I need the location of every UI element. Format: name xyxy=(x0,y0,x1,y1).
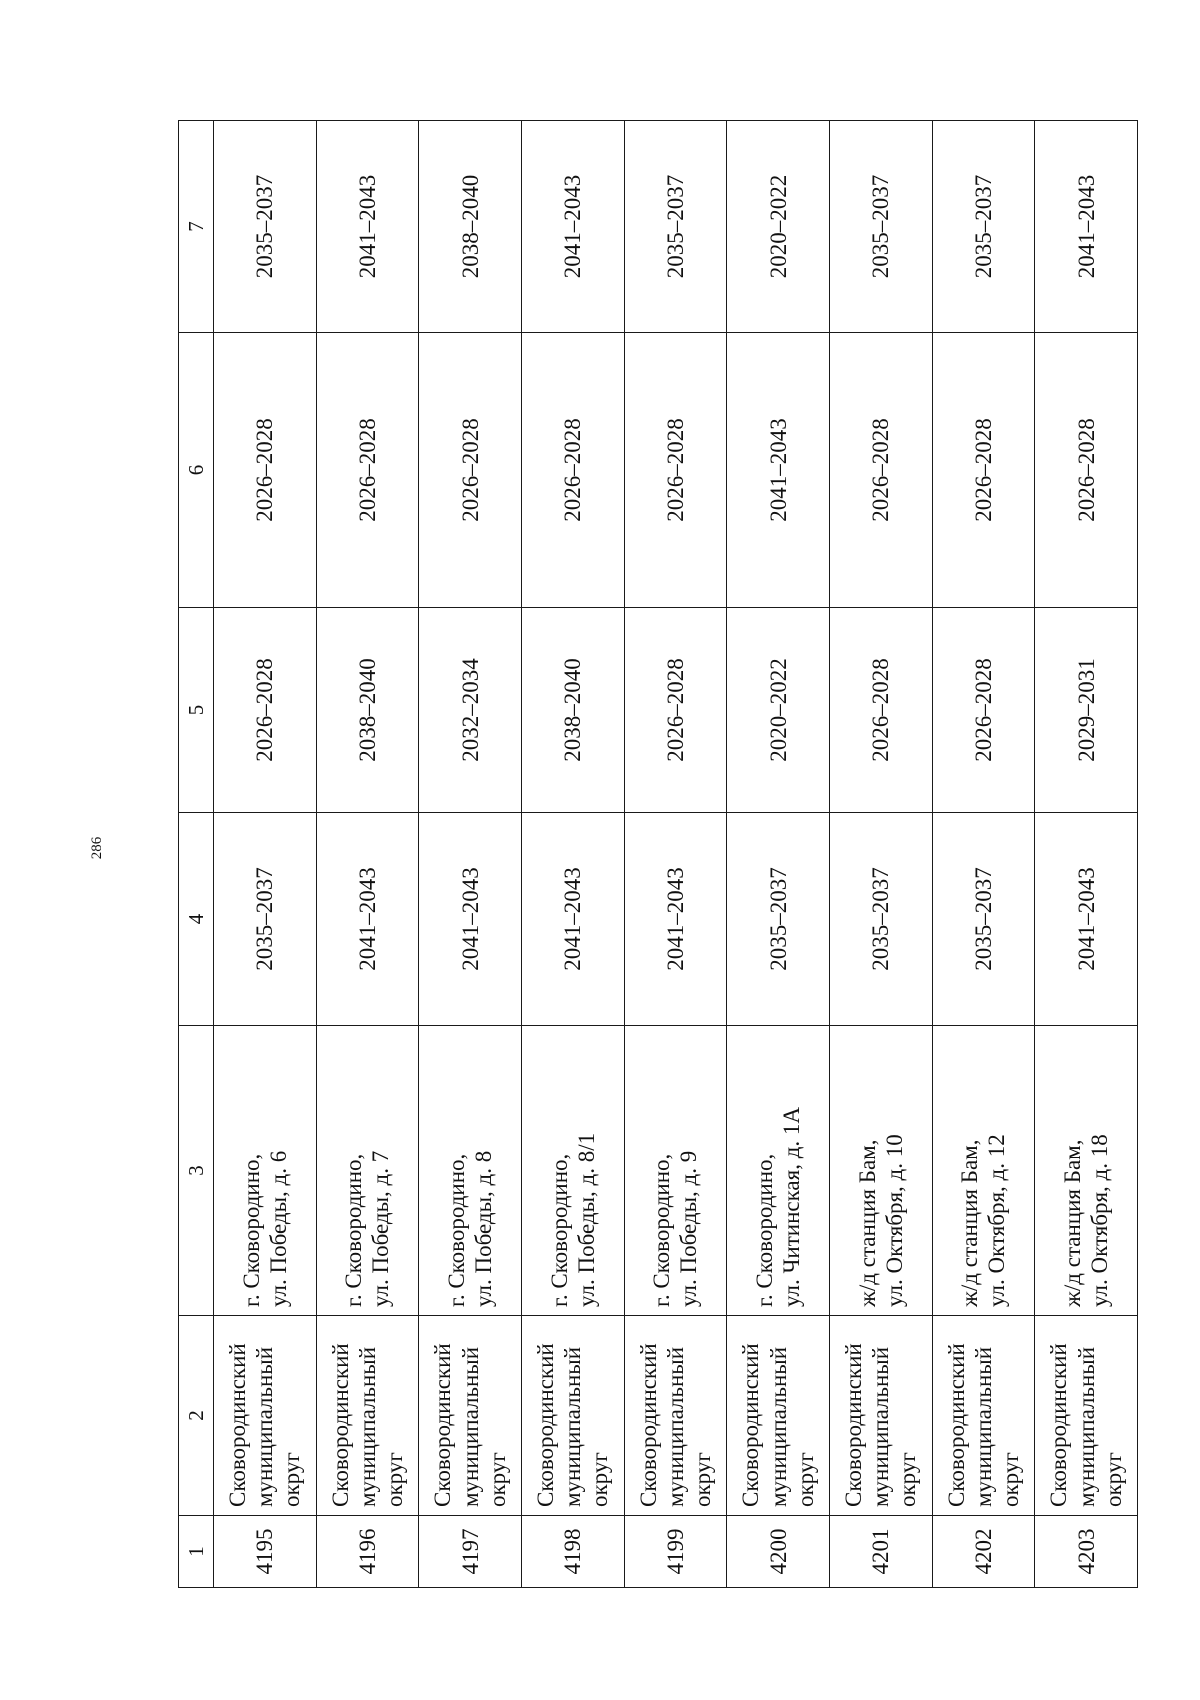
table-row xyxy=(932,121,1035,1588)
period-cell-c5: 2029–2031 xyxy=(1035,608,1138,813)
row-number-cell: 4198 xyxy=(521,1516,624,1588)
district-cell xyxy=(214,1316,317,1516)
period-cell-c6: 2026–2028 xyxy=(214,333,317,608)
data-table xyxy=(178,120,1138,1588)
period-cell-c6: 2041–2043 xyxy=(727,333,830,608)
period-cell-c4: 2035–2037 xyxy=(214,813,317,1026)
period-cell-c6: 2026–2028 xyxy=(521,333,624,608)
district-line: муниципальный xyxy=(560,1346,586,1507)
district-line: Сковородинский xyxy=(430,1343,456,1507)
address-line: г. Сковородино, xyxy=(238,1153,264,1307)
district-line: муниципальный xyxy=(354,1346,380,1507)
period-cell-c6: 2026–2028 xyxy=(624,333,727,608)
district-cell xyxy=(316,1316,419,1516)
district-cell xyxy=(624,1316,727,1516)
address-line: г. Сковородино, xyxy=(546,1153,572,1307)
table-row xyxy=(419,121,522,1588)
period-cell-c7: 2020–2022 xyxy=(727,121,830,333)
period-cell-c5: 2026–2028 xyxy=(829,608,932,813)
district-line: округ xyxy=(1100,1452,1126,1507)
address-cell xyxy=(624,1026,727,1316)
period-cell-c7: 2035–2037 xyxy=(214,121,317,333)
district-cell xyxy=(521,1316,624,1516)
period-cell-c5: 2026–2028 xyxy=(624,608,727,813)
table-row xyxy=(829,121,932,1588)
district-line: Сковородинский xyxy=(327,1343,353,1507)
district-line: округ xyxy=(792,1452,818,1507)
address-line: ул. Октября, д. 10 xyxy=(881,1134,907,1307)
district-line: Сковородинский xyxy=(738,1343,764,1507)
row-number-cell: 4195 xyxy=(214,1516,317,1588)
table-container xyxy=(178,121,1138,1588)
address-line: ул. Победы, д. 9 xyxy=(676,1150,702,1307)
address-line: ж/д станция Бам, xyxy=(854,1139,880,1307)
period-cell-c6: 2026–2028 xyxy=(829,333,932,608)
district-line: муниципальный xyxy=(765,1346,791,1507)
period-cell-c4: 2041–2043 xyxy=(521,813,624,1026)
district-line: Сковородинский xyxy=(841,1343,867,1507)
district-line: округ xyxy=(382,1452,408,1507)
period-cell-c4: 2035–2037 xyxy=(727,813,830,1026)
period-cell-c6: 2026–2028 xyxy=(419,333,522,608)
table-row xyxy=(316,121,419,1588)
district-line: муниципальный xyxy=(252,1346,278,1507)
district-line: округ xyxy=(484,1452,510,1507)
column-header: 6 xyxy=(179,333,214,608)
period-cell-c7: 2035–2037 xyxy=(624,121,727,333)
address-line: г. Сковородино, xyxy=(649,1153,675,1307)
column-header: 5 xyxy=(179,608,214,813)
district-cell xyxy=(932,1316,1035,1516)
period-cell-c5: 2026–2028 xyxy=(932,608,1035,813)
table-body xyxy=(179,121,1138,1588)
address-line: г. Сковородино, xyxy=(444,1153,470,1307)
district-line: округ xyxy=(895,1452,921,1507)
address-line: ул. Октября, д. 12 xyxy=(984,1134,1010,1307)
row-number-cell: 4197 xyxy=(419,1516,522,1588)
district-line: Сковородинский xyxy=(225,1343,251,1507)
district-cell xyxy=(829,1316,932,1516)
period-cell-c4: 2041–2043 xyxy=(316,813,419,1026)
district-line: Сковородинский xyxy=(1046,1343,1072,1507)
district-line: округ xyxy=(997,1452,1023,1507)
address-line: ул. Читинская, д. 1А xyxy=(779,1106,805,1307)
address-cell xyxy=(1035,1026,1138,1316)
district-line: округ xyxy=(690,1452,716,1507)
period-cell-c4: 2041–2043 xyxy=(419,813,522,1026)
address-line: г. Сковородино, xyxy=(751,1153,777,1307)
period-cell-c6: 2026–2028 xyxy=(932,333,1035,608)
column-header: 3 xyxy=(179,1026,214,1316)
district-line: муниципальный xyxy=(868,1346,894,1507)
table-row xyxy=(1035,121,1138,1588)
period-cell-c4: 2035–2037 xyxy=(829,813,932,1026)
period-cell-c6: 2026–2028 xyxy=(1035,333,1138,608)
address-cell xyxy=(932,1026,1035,1316)
period-cell-c4: 2035–2037 xyxy=(932,813,1035,1026)
period-cell-c7: 2041–2043 xyxy=(521,121,624,333)
district-line: округ xyxy=(587,1452,613,1507)
period-cell-c5: 2032–2034 xyxy=(419,608,522,813)
district-cell xyxy=(1035,1316,1138,1516)
table-row xyxy=(214,121,317,1588)
period-cell-c5: 2038–2040 xyxy=(316,608,419,813)
row-number-cell: 4199 xyxy=(624,1516,727,1588)
column-header: 2 xyxy=(179,1316,214,1516)
address-cell xyxy=(214,1026,317,1316)
period-cell-c7: 2035–2037 xyxy=(829,121,932,333)
row-number-cell: 4201 xyxy=(829,1516,932,1588)
period-cell-c4: 2041–2043 xyxy=(1035,813,1138,1026)
address-line: ул. Победы, д. 8 xyxy=(471,1150,497,1307)
address-cell xyxy=(521,1026,624,1316)
row-number-cell: 4203 xyxy=(1035,1516,1138,1588)
table-row xyxy=(521,121,624,1588)
district-line: Сковородинский xyxy=(943,1343,969,1507)
district-line: Сковородинский xyxy=(533,1343,559,1507)
period-cell-c7: 2041–2043 xyxy=(1035,121,1138,333)
address-cell xyxy=(419,1026,522,1316)
table-row xyxy=(624,121,727,1588)
period-cell-c7: 2038–2040 xyxy=(419,121,522,333)
period-cell-c5: 2020–2022 xyxy=(727,608,830,813)
district-line: муниципальный xyxy=(662,1346,688,1507)
period-cell-c7: 2041–2043 xyxy=(316,121,419,333)
column-header: 4 xyxy=(179,813,214,1026)
address-line: ж/д станция Бам, xyxy=(957,1139,983,1307)
period-cell-c5: 2038–2040 xyxy=(521,608,624,813)
period-cell-c6: 2026–2028 xyxy=(316,333,419,608)
address-cell xyxy=(829,1026,932,1316)
address-line: ул. Победы, д. 6 xyxy=(265,1150,291,1307)
district-line: Сковородинский xyxy=(635,1343,661,1507)
address-line: г. Сковородино, xyxy=(341,1153,367,1307)
district-line: муниципальный xyxy=(457,1346,483,1507)
district-line: округ xyxy=(279,1452,305,1507)
address-line: ж/д станция Бам, xyxy=(1060,1139,1085,1307)
period-cell-c5: 2026–2028 xyxy=(214,608,317,813)
address-cell xyxy=(316,1026,419,1316)
district-line: муниципальный xyxy=(970,1346,996,1507)
address-line: ул. Победы, д. 7 xyxy=(368,1150,394,1307)
district-cell xyxy=(419,1316,522,1516)
column-header: 1 xyxy=(179,1516,214,1588)
table-row xyxy=(727,121,830,1588)
period-cell-c7: 2035–2037 xyxy=(932,121,1035,333)
period-cell-c4: 2041–2043 xyxy=(624,813,727,1026)
address-cell xyxy=(727,1026,830,1316)
district-cell xyxy=(727,1316,830,1516)
district-line: муниципальный xyxy=(1073,1346,1099,1507)
address-line: ул. Октября, д. 18 xyxy=(1087,1134,1113,1307)
address-line: ул. Победы, д. 8/1 xyxy=(573,1132,599,1307)
page-number: 286 xyxy=(89,836,105,860)
header-row xyxy=(179,121,214,1588)
row-number-cell: 4202 xyxy=(932,1516,1035,1588)
row-number-cell: 4196 xyxy=(316,1516,419,1588)
column-header: 7 xyxy=(179,121,214,333)
row-number-cell: 4200 xyxy=(727,1516,830,1588)
